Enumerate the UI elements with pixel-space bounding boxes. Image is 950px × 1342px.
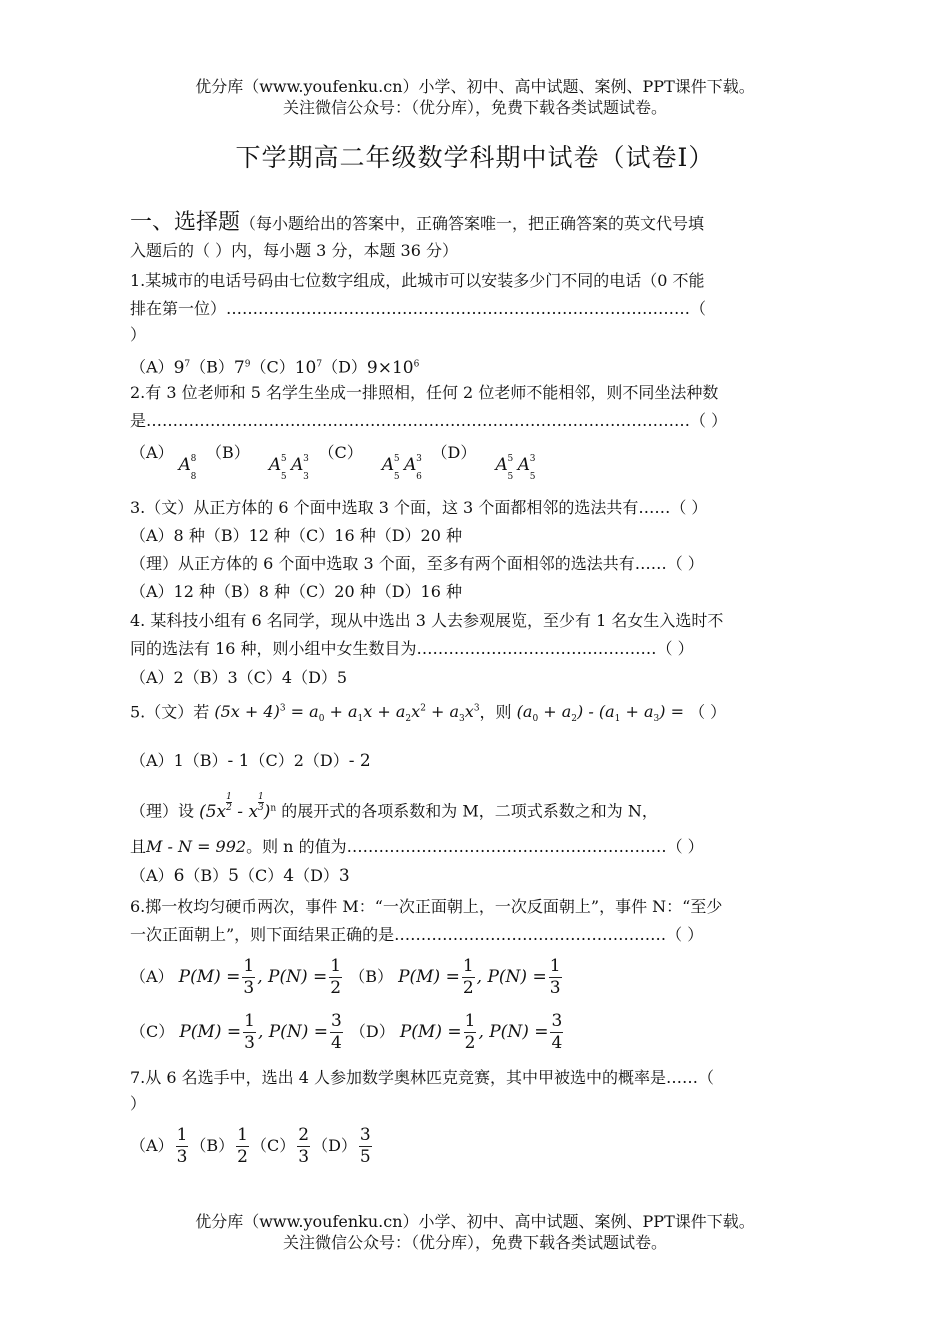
q5-li-a: 6 [173, 866, 185, 886]
q2-option-a: A 8 8 [178, 454, 197, 482]
q5-wen-d: - 2 [348, 751, 371, 771]
q5-wen-mid: ，则 [479, 702, 512, 722]
q6-option-a: P(M) = $\frac{1}{3}$ , P(N) = $\frac{1}{2}$ [178, 956, 342, 998]
q5-li-b: 5 [228, 866, 239, 886]
q5-wen-c: 2 [293, 751, 304, 770]
q2-option-c: A 5 5 A 3 6 [381, 454, 422, 482]
q5-li-formula: (5x $\frac{1}{2}$ - x $\frac{1}{3}$ )$^n$ [199, 792, 277, 822]
q5-li-line [130, 792, 825, 823]
footer-line-2: 关注微信公众号：（优分库），免费下载各类试题试卷。 [282, 1233, 667, 1252]
q5-wen-line [130, 698, 825, 731]
q1-option-d: $9\times 10^6$ [366, 357, 420, 378]
q2-label-d: （D） [431, 443, 477, 462]
q2-label-b: （B） [206, 443, 250, 462]
q1-label-b: （B） [190, 357, 234, 377]
header-line-1: 优分库（www.youfenku.cn）小学、初中、高中试题、案例、PPT课件下载。 [195, 77, 755, 96]
q6-option-d: P(M) = $\frac{1}{2}$ , P(N) = $\frac{3}{4}$ [399, 1011, 563, 1053]
q7-option-d: $\frac{3}{5}$ [359, 1125, 371, 1167]
q5-li-prefix: （理）设 [130, 801, 195, 821]
q7-option-a: $\frac{1}{3}$ [176, 1125, 188, 1167]
q7-options: （A） $\frac{1}{3}$ （B） $\frac{1}{2}$ （C） $\frac{2}{3}$ （D） $\frac{3}{5}$ [130, 1125, 371, 1167]
q5-wen-options: （A）1（B）- 1（C）2（D）- 2 [130, 751, 371, 771]
q1-option-b: $7^9$ [233, 357, 251, 378]
q2-options [130, 442, 825, 482]
q5-wen-prefix: 5.（文）若 [130, 702, 210, 722]
q5-wen-b: - 1 [227, 751, 250, 771]
q5-li-c: 4 [283, 866, 295, 886]
q4-line-2: 同的选法有 16 种，则小组中女生数目为………………………………………（ ） [130, 639, 694, 658]
q1-option-c: $10^7$ [294, 357, 323, 378]
q2-line-2: 是…………………………………………………………………………………………（ ） [130, 411, 728, 430]
q1-line-2: 排在第一位）……………………………………………………………………………（ [130, 299, 707, 318]
section-heading: 一、选择题 [130, 210, 241, 235]
q7-option-c: $\frac{2}{3}$ [298, 1125, 310, 1167]
q2-option-b: A 5 5 A 3 3 [268, 454, 309, 482]
footer-line-1: 优分库（www.youfenku.cn）小学、初中、高中试题、案例、PPT课件下载。 [195, 1212, 755, 1231]
q2-label-c: （C） [318, 443, 363, 462]
q3-li-options: （A）12 种（B）8 种（C）20 种（D）16 种 [130, 582, 462, 601]
q7-line-2: ） [130, 1094, 147, 1113]
q6-line-1: 6.掷一枚均匀硬币两次，事件 M：“一次正面朝上，一次反面朝上”，事件 N：“至少 [130, 897, 723, 916]
q1-label-d: （D） [322, 357, 367, 377]
q6-options-row-2: （C） P(M) = $\frac{1}{3}$ , P(N) = $\frac{3}{4}$ （D） P(M) = $\frac{1}{2}$ , P(N) = $\frac{3}{4}$ [130, 1008, 825, 1056]
q5-li-options: （A）6（B）5（C）4（D）3 [130, 866, 350, 886]
q5-wen-a: 1 [173, 751, 184, 770]
q1-line-3: ） [130, 325, 147, 344]
q4-options: （A）2（B）3（C）4（D）5 [130, 668, 348, 687]
q1-label-a: （A） [130, 357, 174, 377]
q1-option-a: $9^7$ [173, 357, 191, 378]
q7-option-b: $\frac{1}{2}$ [237, 1125, 248, 1167]
q2-option-d: A 5 5 A 3 5 [495, 454, 536, 482]
q6-options-row-1: （A） P(M) = $\frac{1}{3}$ , P(N) = $\frac{1}{2}$ （B） P(M) = $\frac{1}{2}$ , P(N) = $\frac{1}{3}$ [130, 953, 825, 1001]
q5-blank: （ ） [689, 702, 727, 722]
q1-label-c: （C） [250, 357, 295, 377]
q1-options [130, 353, 825, 379]
q2-label-a: （A） [130, 443, 174, 462]
section-heading-line [130, 212, 825, 235]
q1-line-1: 1.某城市的电话号码由七位数字组成，此城市可以安装多少门不同的电话（0 不能 [130, 271, 705, 290]
q3-wen-options: （A）8 种（B）12 种（C）16 种（D）20 种 [130, 526, 462, 545]
page-title: 下学期高二年级数学科期中试卷（试卷Ⅰ） [235, 143, 715, 172]
section-instruction-1: （每小题给出的答案中，正确答案唯一，把正确答案的英文代号填 [240, 214, 705, 233]
q6-line-2: 一次正面朝上”，则下面结果正确的是……………………………………………（ ） [130, 925, 704, 944]
q5-wen-formula-2: $(a_0 + a_2) - (a_1 + a_3)$ = [516, 702, 684, 725]
section-instruction-2: 入题后的（ ）内，每小题 3 分，本题 36 分） [130, 241, 458, 260]
q6-option-b: P(M) = $\frac{1}{2}$ , P(N) = $\frac{1}{3}$ [398, 956, 561, 998]
header-line-2: 关注微信公众号：（优分库），免费下载各类试题试卷。 [282, 98, 667, 117]
q2-line-1: 2.有 3 位老师和 5 名学生坐成一排照相，任何 2 位老师不能相邻，则不同坐法种数 [130, 383, 719, 402]
q5-li-d: 3 [338, 866, 350, 886]
q3-wen: 3.（文）从正方体的 6 个面中选取 3 个面，这 3 个面都相邻的选法共有……（ ） [130, 498, 708, 517]
q5-wen-formula: $(5x + 4)^3 = a_0 + a_1x + a_2x^2 + a_3x^3$ [214, 702, 480, 725]
q5-li-condition: M - N = 992 [146, 837, 247, 856]
q6-option-c: P(M) = $\frac{1}{3}$ , P(N) = $\frac{3}{4}$ [179, 1011, 342, 1053]
q3-li: （理）从正方体的 6 个面中选取 3 个面，至多有两个面相邻的选法共有……（ ） [130, 554, 704, 573]
q7-line-1: 7.从 6 名选手中，选出 4 人参加数学奥林匹克竞赛，其中甲被选中的概率是……（ [130, 1068, 714, 1087]
q5-li-suffix: 的展开式的各项系数和为 M，二项式系数之和为 N， [281, 801, 658, 821]
q5-li-line-2: 且M - N = 992。则 n 的值为……………………………………………………（ ） [130, 837, 704, 856]
q4-line-1: 4. 某科技小组有 6 名同学，现从中选出 3 人去参观展览，至少有 1 名女生入选时不 [130, 611, 724, 630]
